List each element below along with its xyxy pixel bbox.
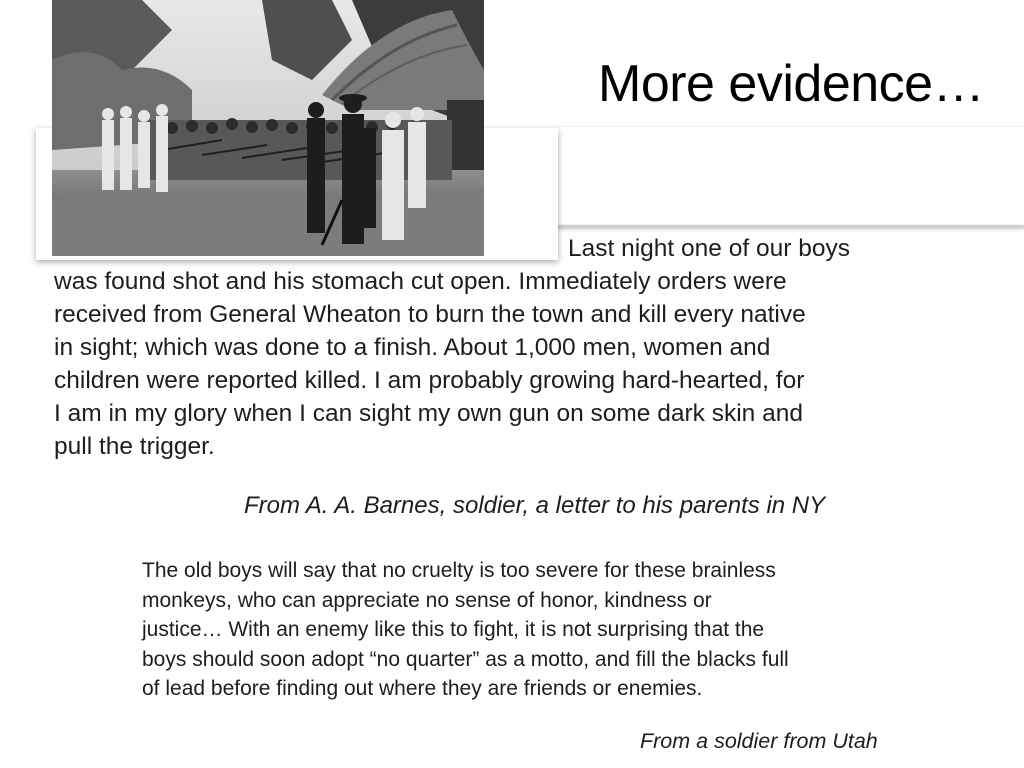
quote-line: justice… With an enemy like this to fight, it is not surprising that the (142, 618, 765, 641)
quote-line: boys should soon adopt “no quarter” as a motto, and fill the blacks full (142, 647, 789, 671)
quote-barnes (54, 232, 944, 463)
quote-line: in sight; which was done to a finish. About 1,000 men, women and (54, 334, 771, 361)
citation-barnes: From A. A. Barnes, soldier, a letter to his parents in NY (244, 492, 826, 518)
quote-line: pull the trigger. (54, 433, 215, 460)
slide-title: More evidence… (598, 55, 985, 113)
historical-photo-soldiers-firing-line (52, 0, 484, 256)
historical-photo (52, 0, 484, 256)
quote-line: children were reported killed. I am probably growing hard-hearted, for (54, 367, 805, 394)
title-divider-top (556, 126, 1024, 127)
quote-line: of lead before finding out where they are friends or enemies. (142, 677, 703, 700)
quote-line: was found shot and his stomach cut open. Immediately orders were (54, 268, 787, 295)
quote-line: Last night one of our boys (568, 235, 850, 262)
quote-line: The old boys will say that no cruelty is too severe for these brainless (142, 559, 776, 582)
title-divider (556, 225, 1024, 228)
quote-utah-soldier (142, 556, 942, 704)
quote-line: I am in my glory when I can sight my own gun on some dark skin and (54, 400, 803, 427)
citation-utah-soldier: From a soldier from Utah (640, 729, 878, 753)
quote-line: monkeys, who can appreciate no sense of honor, kindness or (142, 588, 712, 612)
quote-line: received from General Wheaton to burn the town and kill every native (54, 301, 806, 328)
